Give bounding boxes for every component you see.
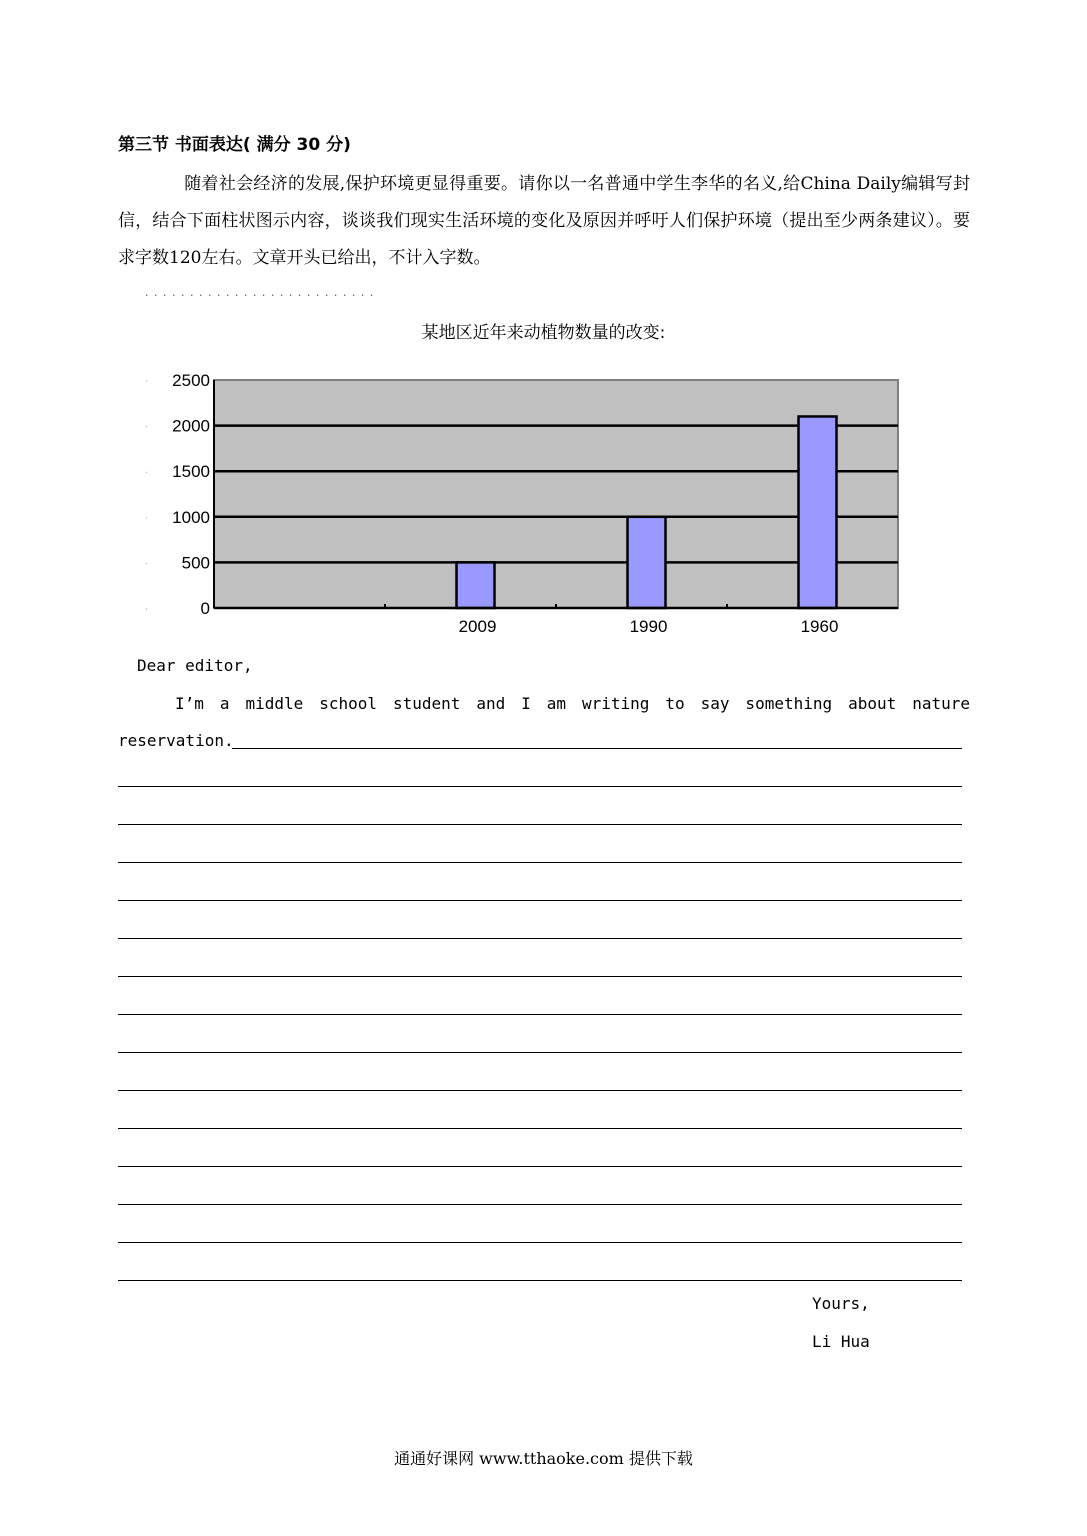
writing-line[interactable] bbox=[118, 824, 962, 825]
letter-salutation: Dear editor, bbox=[137, 656, 253, 675]
writing-line[interactable] bbox=[118, 1090, 962, 1091]
bar-2009 bbox=[457, 562, 495, 608]
bar-chart bbox=[140, 368, 920, 643]
writing-line[interactable] bbox=[118, 1052, 962, 1053]
writing-line[interactable] bbox=[118, 786, 962, 787]
footer-credit: 通通好课网 www.tthaoke.com 提供下载 bbox=[394, 1449, 693, 1468]
writing-prompt bbox=[118, 166, 970, 277]
x-tick-label: 2009 bbox=[458, 617, 497, 636]
dotted-decoration: . . . . . . . . . . . . . . . . . . . . . . . . . . bbox=[145, 286, 375, 299]
letter-signature: Li Hua bbox=[812, 1332, 870, 1351]
y-tick-label: 2000 bbox=[172, 416, 210, 436]
section-title: 第三节 书面表达( 满分 30 分) bbox=[118, 135, 351, 155]
letter-continuation: reservation. bbox=[118, 731, 234, 750]
writing-line[interactable] bbox=[118, 1014, 962, 1015]
writing-line[interactable] bbox=[118, 938, 962, 939]
writing-line[interactable] bbox=[118, 1128, 962, 1129]
x-tick-label: 1960 bbox=[800, 617, 839, 636]
writing-line[interactable] bbox=[118, 1204, 962, 1205]
writing-line-first[interactable] bbox=[232, 748, 962, 749]
y-tick-label: 1000 bbox=[172, 507, 210, 527]
y-tick-label: 1500 bbox=[172, 462, 210, 482]
letter-opening: I’m a middle school student and I am writing to say something about nature bbox=[175, 694, 970, 713]
y-tick-label: 2500 bbox=[172, 371, 210, 390]
prompt-text: 随着社会经济的发展,保护环境更显得重要。请你以一名普通中学生李华的名义,给China Daily编辑写封信，结合下面柱状图示内容，谈谈我们现实生活环境的变化及原因并呼吁人们保护环境（提出至少两条建议）。要求字数120左右。文章开头已给出，不计入字数。 bbox=[118, 174, 970, 268]
writing-line[interactable] bbox=[118, 1166, 962, 1167]
chart-title: 某地区近年来动植物数量的改变: bbox=[421, 323, 666, 343]
writing-line[interactable] bbox=[118, 976, 962, 977]
bar-1960 bbox=[799, 416, 837, 608]
bar-1990 bbox=[628, 517, 666, 608]
letter-closing: Yours, bbox=[812, 1294, 870, 1313]
plot-area bbox=[214, 380, 898, 608]
y-tick-label: 0 bbox=[200, 599, 210, 618]
y-tick-label: 500 bbox=[181, 553, 210, 573]
writing-line[interactable] bbox=[118, 900, 962, 901]
writing-line[interactable] bbox=[118, 1242, 962, 1243]
x-tick-label: 1990 bbox=[629, 617, 668, 636]
writing-line[interactable] bbox=[118, 862, 962, 863]
writing-line[interactable] bbox=[118, 1280, 962, 1281]
